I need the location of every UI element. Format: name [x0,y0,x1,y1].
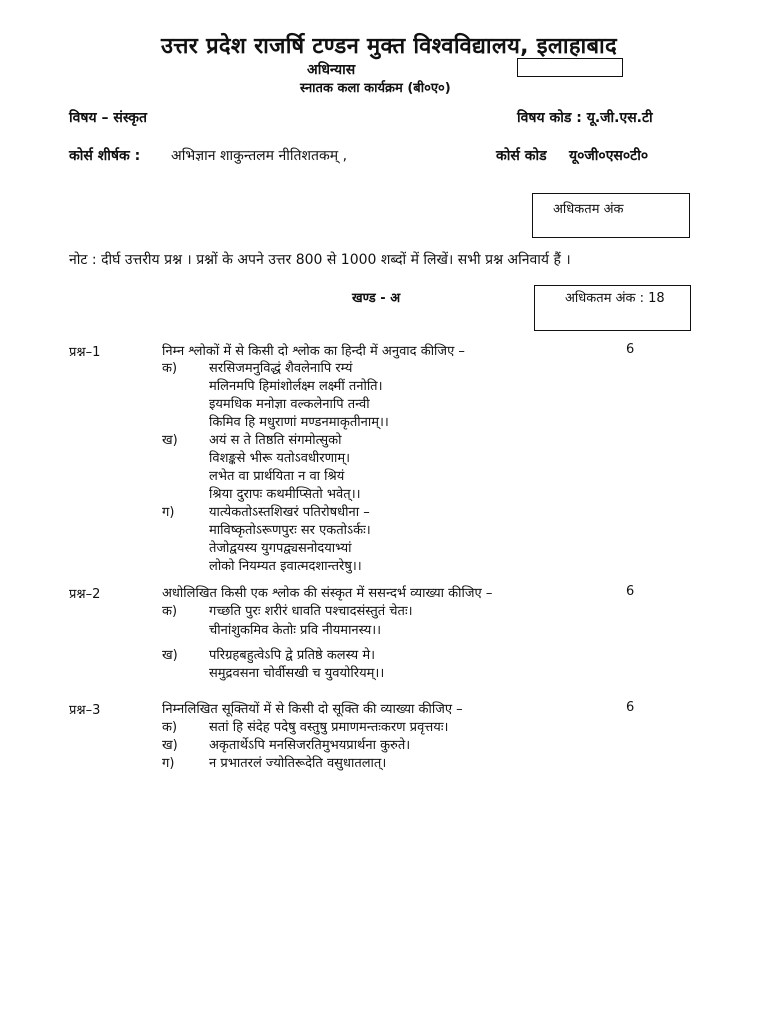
verse-line: माविष्कृतोऽरूणपुरः सर एकतोऽर्कः। [209,523,371,538]
section-max-label: अधिकतम अंक : 18 [565,291,665,306]
verse-line: किमिव हि मधुराणां मण्डनमाकृतीनाम्।। [209,415,389,430]
verse-line: अयं स ते तिष्ठति संगमोत्सुको [209,433,342,448]
question-text: अधोलिखित किसी एक श्लोक की संस्कृत में ससन्दर्भ व्याख्या कीजिए – [162,586,493,601]
part-label: ख) [162,433,178,448]
university-title: उत्तर प्रदेश राजर्षि टण्डन मुक्त विश्वविद्यालय, इलाहाबाद [160,34,618,59]
section-max-box [534,285,691,331]
question-marks: 6 [626,342,635,357]
verse-line: मलिनमपि हिमांशोर्लक्ष्म लक्ष्मीं तनोति। [209,379,383,394]
document-type: अधिन्यास [307,62,356,78]
part-label: ख) [162,648,178,663]
verse-line: इयमधिक मनोज्ञा वल्कलेनापि तन्वी [209,397,370,412]
part-label: क) [162,361,178,376]
verse-line: तेजोद्वयस्य युगपद्व्यसनोदयाभ्यां [209,541,352,556]
course-code-label: कोर्स कोड [496,148,547,164]
question-number: प्रश्न–3 [69,703,101,718]
part-label: ग) [162,505,175,520]
verse-line: श्रिया दुरापः कथमीप्सितो भवेत्।। [209,487,361,502]
question-number: प्रश्न–1 [69,345,101,360]
verse-line: विशङ्कसे भीरू यतोऽवधीरणाम्। [209,451,351,466]
section-label: खण्ड - अ [352,291,401,306]
part-label: ग) [162,756,175,771]
note-text: नोट : दीर्घ उत्तरीय प्रश्न । प्रश्नों के अपने उत्तर 800 से 1000 शब्दों में लिखें। सभी प्रश्न अनिवार्य हैं । [69,252,571,268]
part-label: क) [162,604,178,619]
verse-line: गच्छति पुरः शरीरं धावति पश्चादसंस्तुतं चेतः। [209,604,413,619]
course-code-value: यू०जी०एस०टी० [569,148,649,164]
verse-line: लोको नियम्यत इवात्मदशान्तरेषु।। [209,559,362,574]
question-text: निम्न श्लोकों में से किसी दो श्लोक का हिन्दी में अनुवाद कीजिए – [162,344,465,359]
subject-label: विषय – संस्कृत [69,110,148,126]
course-title-value: अभिज्ञान शाकुन्तलम नीतिशतकम् , [171,148,348,164]
sukti-line: न प्रभातरलं ज्योतिरूदेति वसुधातलात्। [209,756,387,771]
question-marks: 6 [626,700,635,715]
verse-line: यात्येकतोऽस्तशिखरं पतिरोषधीना – [209,505,370,520]
verse-line: समुद्रवसना चोर्वीसखी च युवयोरियम्।। [209,666,385,681]
sukti-line: अकृतार्थेऽपि मनसिजरतिमुभयप्रार्थना कुरुते। [209,738,411,753]
question-text: निम्नलिखित सूक्तियों में से किसी दो सूक्ति की व्याख्या कीजिए – [162,702,463,717]
part-label: ख) [162,738,178,753]
verse-line: परिग्रहबहुत्वेऽपि द्वे प्रतिष्ठे कलस्य मे। [209,648,376,663]
question-marks: 6 [626,584,635,599]
max-marks-label: अधिकतम अंक [553,202,624,217]
subject-code-label: विषय कोड : यू.जी.एस.टी [517,110,653,126]
max-marks-box [532,193,690,238]
sukti-line: सतां हि संदेह पदेषु वस्तुषु प्रमाणमन्तःकरण प्रवृत्तयः। [209,720,449,735]
program-label: स्नातक कला कार्यक्रम (बी०ए०) [300,81,451,96]
question-number: प्रश्न–2 [69,587,101,602]
verse-line: सरसिजमनुविद्धं शैवलेनापि रम्यं [209,361,353,376]
blank-box [517,58,623,77]
verse-line: चीनांशुकमिव केतोः प्रवि नीयमानस्य।। [209,623,382,638]
part-label: क) [162,720,178,735]
verse-line: लभेत वा प्रार्थयिता न वा श्रियं [209,469,345,484]
course-title-label: कोर्स शीर्षक : [69,148,141,164]
